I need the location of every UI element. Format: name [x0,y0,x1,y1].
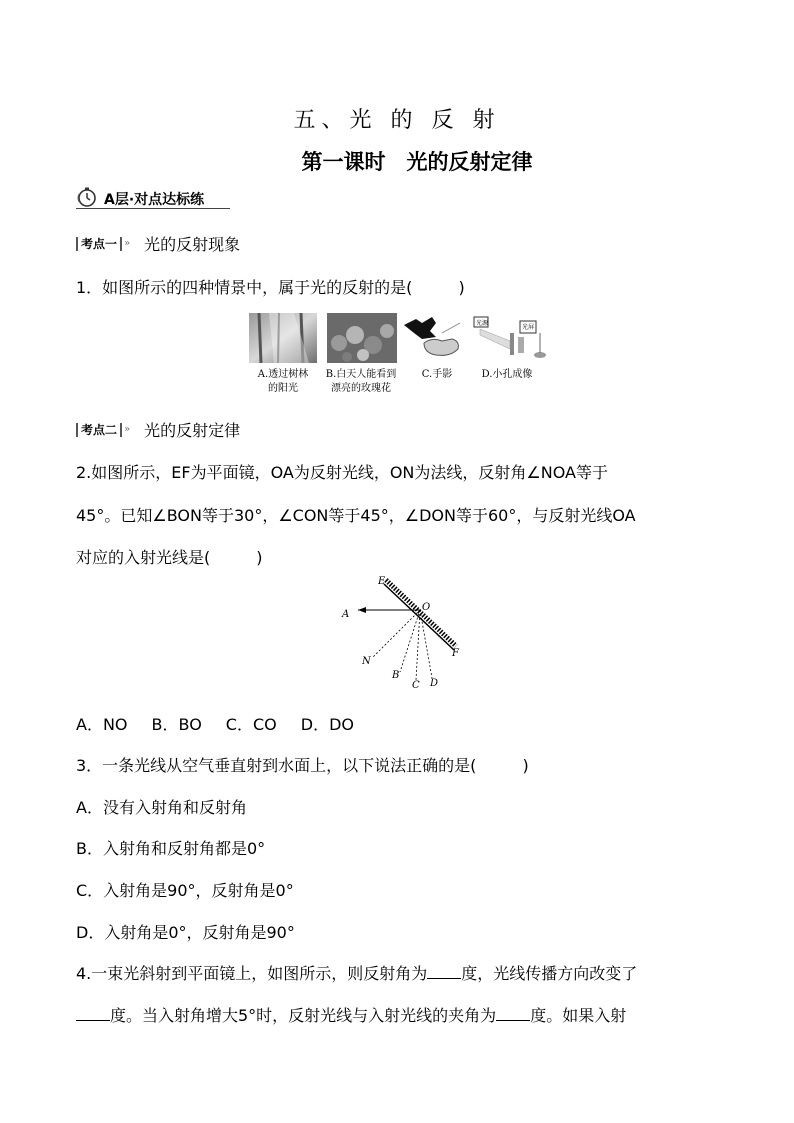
svg-text:N: N [362,656,371,667]
svg-text:E: E [378,576,386,587]
q3-option-c[interactable]: C．入射角是90°，反射角是0° [76,881,294,900]
question-2-line-3: 对应的入射光线是( ) [76,548,263,567]
caption-b: B.白天人能看到 漂亮的玫瑰花 [325,369,397,394]
svg-text:F: F [452,648,459,659]
double-arrow-icon: » [124,238,131,249]
key-point-title: 光的反射定律 [144,421,241,440]
question-2-line-2: 45°。已知∠BON等于30°，∠CON等于45°，∠DON等于60°，与反射光线OA [76,506,636,525]
question-1: 1．如图所示的四种情景中，属于光的反射的是( ) [76,278,465,297]
answer-blank[interactable] [496,1006,530,1021]
lesson-subtitle: 第一课时 光的反射定律 [301,150,533,174]
svg-text:C: C [412,680,420,691]
option-c[interactable]: C．CO [225,715,277,734]
caption-a: A.透过树林 的阳光 [257,369,309,394]
svg-text:光源: 光源 [476,320,489,327]
answer-blank[interactable] [76,1006,110,1021]
double-arrow-icon: » [124,424,131,435]
option-d[interactable]: D．DO [300,715,354,734]
level-underline [76,208,230,209]
option-b[interactable]: B．BO [151,715,202,734]
key-point-tag: 考点一 [76,237,122,251]
key-point-tag: 考点二 [76,423,122,437]
caption-d: D.小孔成像 [481,369,533,380]
q3-option-a[interactable]: A．没有入射角和反射角 [76,798,247,817]
option-a[interactable]: A．NO [76,715,128,734]
key-point-title: 光的反射现象 [144,235,241,254]
key-point-2 [76,418,240,441]
q3-option-b[interactable]: B．入射角和反射角都是0° [76,839,266,858]
caption-c: C.手影 [421,369,453,380]
question-2-line-1: 2.如图所示，EF为平面镜，OA为反射光线，ON为法线，反射角∠NOA等于 [76,463,608,482]
question-4-line-2: 度。当入射角增大5°时，反射光线与入射光线的夹角为 度。如果入射 [76,1003,626,1026]
page-title: 五、光 的 反 射 [293,108,501,133]
svg-text:O: O [422,602,431,613]
key-point-1 [76,232,240,255]
question-3: 3．一条光线从空气垂直射到水面上，以下说法正确的是( ) [76,756,529,775]
svg-text:光屏: 光屏 [522,324,535,331]
q3-option-d[interactable]: D．入射角是0°，反射角是90° [76,923,295,942]
photo-roses [327,313,397,363]
question-2-options [76,712,378,735]
svg-text:D: D [430,678,439,689]
mirror-diagram [336,572,476,694]
pinhole-camera-image [470,313,550,363]
level-label: A层·对点达标练 [104,192,205,208]
svg-text:B: B [392,670,400,681]
answer-blank[interactable] [427,964,461,979]
photo-forest-sunlight [249,313,317,363]
svg-text:A: A [342,609,350,620]
question-4-line-1: 4.一束光斜射到平面镜上，如图所示，则反射角为 度，光线传播方向改变了 [76,964,638,983]
hand-shadow-image [402,313,462,363]
